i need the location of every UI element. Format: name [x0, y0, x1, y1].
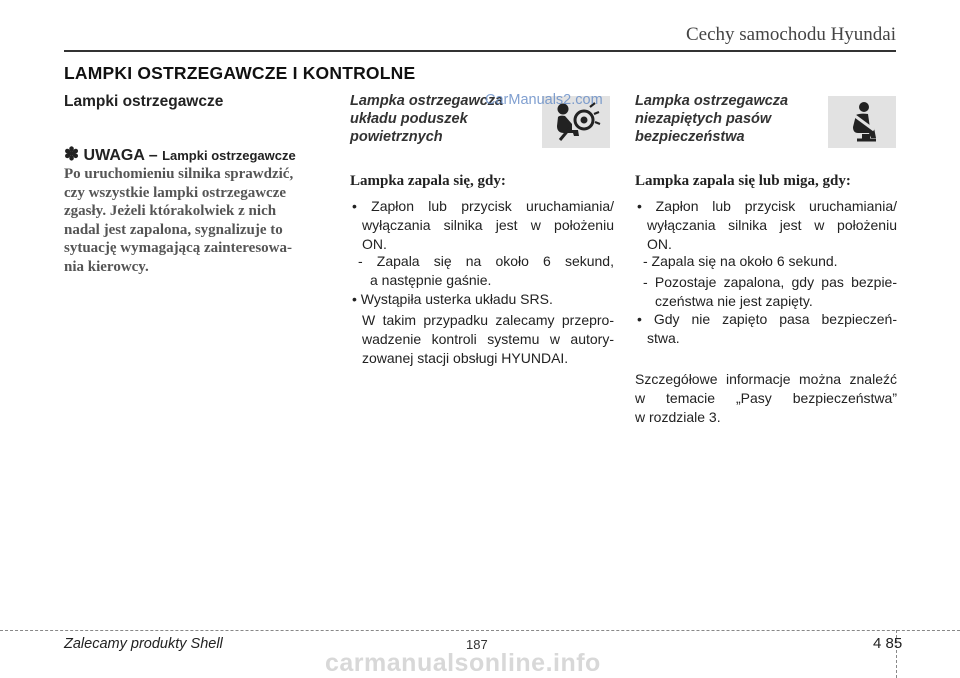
seatbelt-warning-title: Lampka ostrzegawcza niezapiętych pasów bezpieczeństwa — [635, 93, 789, 145]
caution-body — [64, 165, 322, 277]
caution-line: Po uruchomieniu silnika sprawdzić, — [64, 166, 294, 182]
footer-rule — [0, 630, 960, 631]
airbag-note: W takim przypadku zalecamy przepro- wadzenie kontroli systemu w autory- zowanej stacji obsługi HYUNDAI. — [362, 312, 614, 366]
seat-belt-warning-icon — [828, 96, 896, 148]
seatbelt-info: Szczegółowe informacje można znaleźć w temacie „Pasy bezpieczeństwa” w rozdziale 3. — [635, 371, 897, 425]
caution-line: nadal jest zapalona, sygnalizuje to — [64, 221, 283, 238]
seatbelt-bullet-ignition: • Zapłon lub przycisk uruchamiania/ wyłączania silnika jest w położeniu ON. — [637, 198, 897, 252]
section-page-number: 4 85 — [873, 635, 903, 652]
watermark-link[interactable]: CarManuals2.com — [485, 92, 603, 108]
header-rule — [64, 50, 896, 52]
seatbelt-bullet-unfastened: • Gdy nie zapięto pasa bezpieczeń- stwa. — [637, 311, 897, 346]
col1-heading: Lampki ostrzegawcze — [64, 93, 224, 110]
page-number: 187 — [466, 637, 488, 652]
airbag-warning-title: Lampka ostrzegawcza układu poduszek powietrznych — [350, 93, 504, 145]
seatbelt-subtitle: Lampka zapala się lub miga, gdy: — [635, 173, 851, 189]
footer-watermark: carmanualsonline.info — [325, 649, 601, 677]
caution-line: sytuację wymagającą zainteresowa- — [64, 240, 292, 257]
running-header: Cechy samochodu Hyundai — [685, 24, 896, 45]
caution-subtitle: Lampki ostrzegawcze — [162, 148, 296, 163]
caution-heading — [64, 144, 296, 165]
airbag-dash-6sec: - Zapala się na około 6 sekund, a następnie gaśnie. — [358, 253, 614, 288]
seatbelt-dash-remains: - Pozostaje zapalona, gdy pas bezpie- czeństwa nie jest zapięty. — [643, 274, 897, 309]
caution-word: UWAGA – — [83, 147, 158, 164]
footer-left-text: Zalecamy produkty Shell — [64, 636, 223, 652]
caution-star-icon: ✽ — [64, 144, 80, 164]
caution-line: nia kierowcy. — [64, 258, 149, 275]
airbag-subtitle: Lampka zapala się, gdy: — [350, 173, 506, 189]
section-title: LAMPKI OSTRZEGAWCZE I KONTROLNE — [64, 63, 416, 83]
seatbelt-dash-6sec: - Zapala się na około 6 sekund. — [643, 253, 838, 269]
caution-line: zgasły. Jeżeli którakolwiek z nich — [64, 203, 277, 220]
caution-line: czy wszystkie lampki ostrzegawcze — [64, 184, 287, 201]
airbag-bullet-srs: • Wystąpiła usterka układu SRS. — [352, 291, 553, 307]
airbag-bullet-ignition: • Zapłon lub przycisk uruchamiania/ wyłączania silnika jest w położeniu ON. — [352, 198, 614, 252]
